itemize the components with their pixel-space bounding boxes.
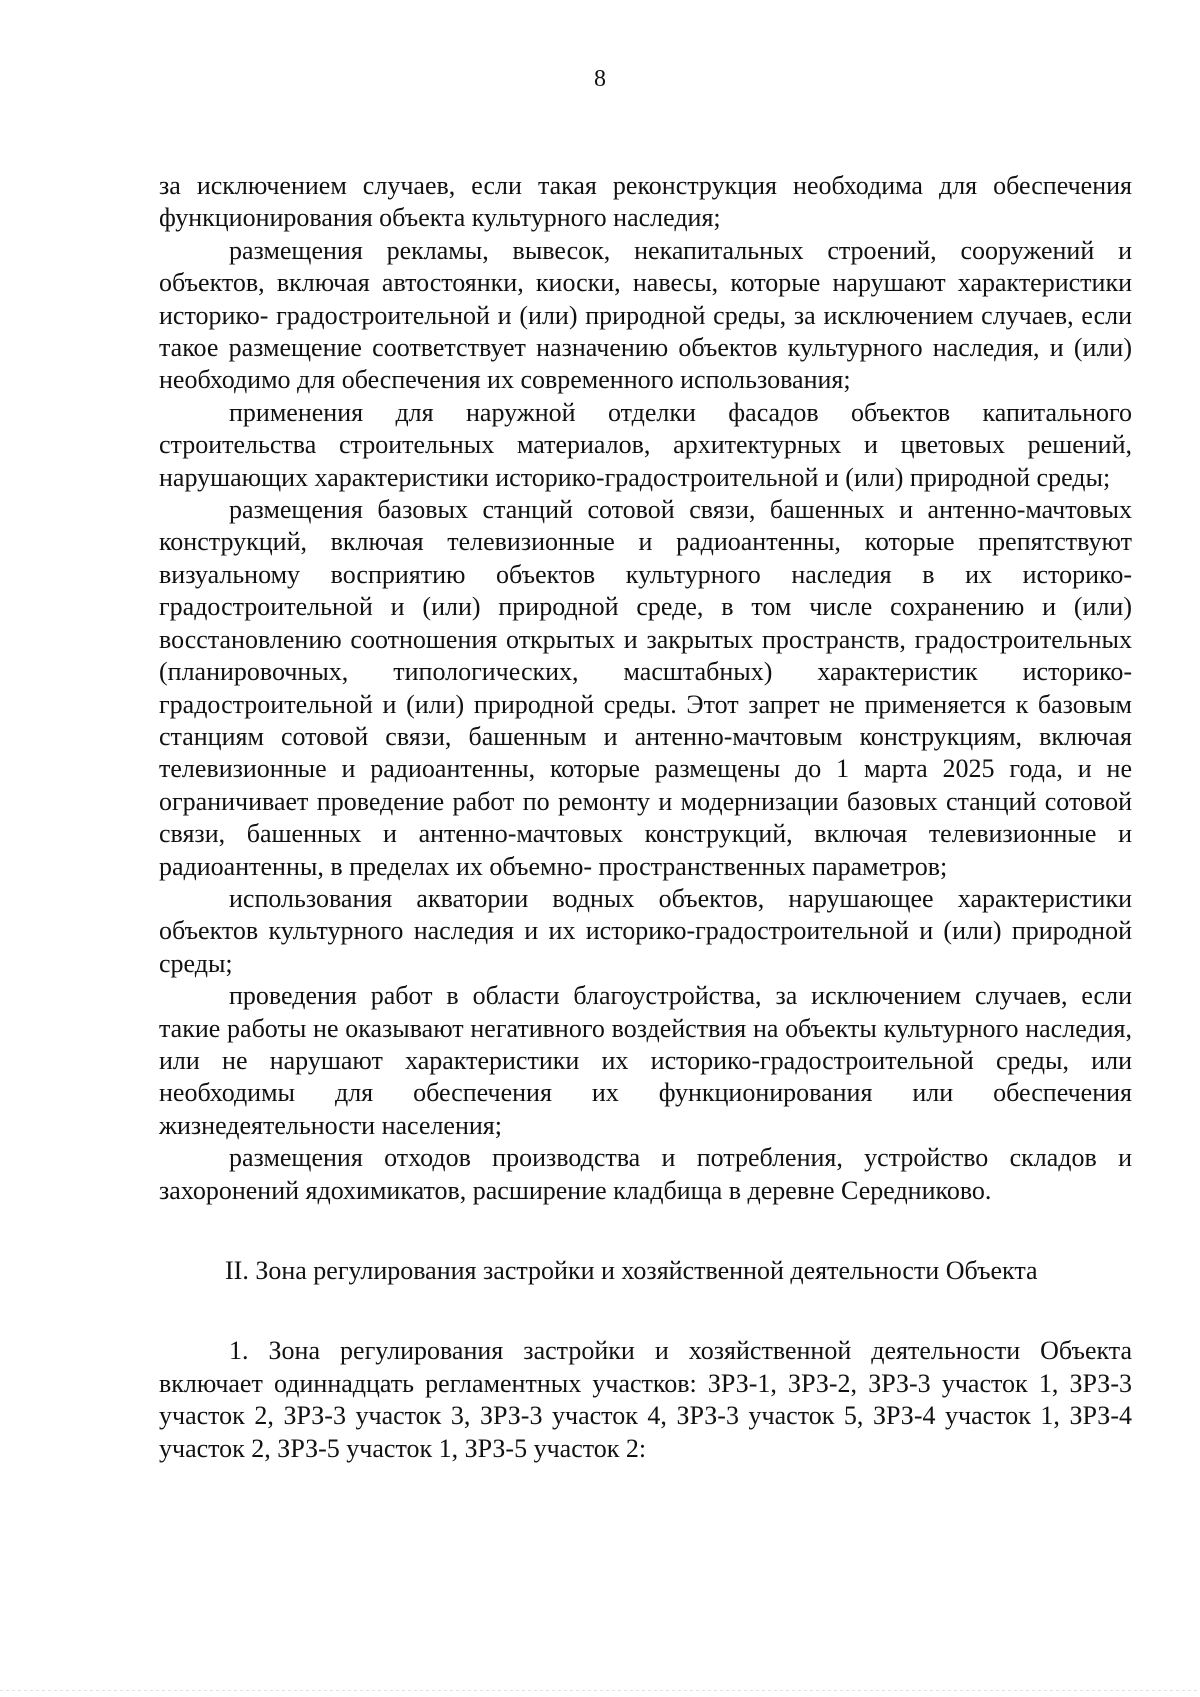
paragraph-2: размещения рекламы, вывесок, некапитальных строений, сооружений и объектов, включая автостоянки, киоски, навесы, которые нарушают характеристики историко- градостроительной и (или) природной среды, за исключением случаев, если такое размещение соответствует назначению объектов культурного наследия, и (или) необходимо для обеспечения их современного использования; [159, 235, 1132, 395]
paragraph-6: проведения работ в области благоустройства, за исключением случаев, если такие работы не оказывают негативного воздействия на объекты культурного наследия, или не нарушают характеристики их историко-градостроительной среды, или необходимы для обеспечения их функционирования или обеспечения жизнедеятельности населения; [159, 981, 1132, 1140]
section-spacer [159, 1287, 1132, 1335]
paragraph-7: размещения отходов производства и потребления, устройство складов и захоронений ядохимикатов, расширение кладбища в деревне Середниково. [159, 1143, 1132, 1205]
section-heading: II. Зона регулирования застройки и хозяйственной деятельности Объекта [225, 1256, 1038, 1285]
paragraph-1: за исключением случаев, если такая реконструкция необходима для обеспечения функционирования объекта культурного наследия; [159, 171, 1132, 233]
paragraph-5: использования акватории водных объектов, нарушающее характеристики объектов культурного наследия и их историко-градостроительной и (или) природной среды; [159, 883, 1132, 978]
paragraph-4: размещения базовых станций сотовой связи, башенных и антенно-мачтовых конструкций, включая телевизионные и радиоантенны, которые препятствуют визуальному восприятию объектов культурного наследия в их историко-градостроительной и (или) природной среде, в том числе сохранению и (или) восстановлению соотношения открытых и закрытых пространств, градостроительных (планировочных, типологических, масштабных) характеристик историко-градостроительной и (или) природной среды. Этот запрет не применяется к базовым станциям сотовой связи, башенным и антенно-мачтовым конструкциям, включая телевизионные и радиоантенны, которые размещены до 1 марта 2025 года, и не ограничивает проведение работ по ремонту и модернизации базовых станций сотовой связи, башенных и антенно-мачтовых конструкций, включая телевизионные и радиоантенны, в пределах их объемно- пространственных параметров; [159, 495, 1132, 881]
paragraph-3: применения для наружной отделки фасадов объектов капитального строительства строительных материалов, архитектурных и цветовых решений, нарушающих характеристики историко-градостроительной и (или) природной среды; [159, 397, 1132, 492]
scan-edge-line [0, 1690, 1200, 1691]
page-number: 8 [594, 66, 606, 92]
document-body [159, 170, 1132, 1465]
section-paragraph: 1. Зона регулирования застройки и хозяйственной деятельности Объекта включает одиннадцать регламентных участков: ЗРЗ-1, ЗРЗ-2, ЗРЗ-3 участок 1, ЗРЗ-3 участок 2, ЗРЗ-3 участок 3, ЗРЗ-3 участок 4, ЗРЗ-3 участок 5, ЗРЗ-4 участок 1, ЗРЗ-4 участок 2, ЗРЗ-5 участок 1, ЗРЗ-5 участок 2: [159, 1336, 1132, 1463]
